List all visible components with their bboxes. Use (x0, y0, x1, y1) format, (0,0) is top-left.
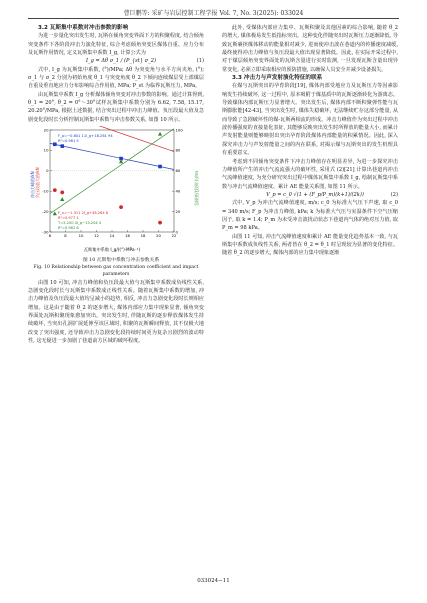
data-point-fp (158, 165, 162, 169)
y-axis-label-left: 冲击力峰值/kN (30, 171, 35, 199)
figure-caption (28, 258, 204, 278)
formula-text: V_p = c_0 √(1 + (F_p/P_m)(k+1)/(2k)) (266, 191, 364, 198)
y-tick-label-left: 20 (43, 127, 49, 133)
header-rule (28, 18, 399, 19)
figure-10 (28, 126, 204, 258)
data-point-fn (60, 191, 64, 195)
paragraph: 在煤与瓦斯突出的孕育阶段[19], 煤体内部受地应力及瓦斯压力等因素影响发生持续破坏, 这一过程中, 原本吸附于煤基质中的瓦斯逐渐转化为游离态。导致煤体内部瓦斯压力显著增大。突出发生后, 煤体内部不断积聚弹性能与瓦斯膨胀能[42-43], 当突出发生时, 煤体失稳破坏, 无法继续贮存这部分能量, 从而导致了急剧破坏性的煤-瓦斯两相流的形成。冲击力峰值作为突出过程中冲击波传播强度的直接量化表征, 其能够反映突出发生时所释放的能量大小, 而累计声发射能量则能够映射出突出孕育阶段煤体内部能量的积累情况。因此, 深入探究冲击力与声发射能量之间的内在联系, 对揭示煤与瓦斯突出的发生机理具有重要意义。 (222, 83, 398, 157)
x-tick-label: 16 (125, 233, 130, 239)
y-axis-label-right: 急剧变化段时长/ms (194, 170, 199, 207)
paragraph: 由图 10 可知, 冲击力峰值和负压段最大值与瓦斯集中系数成负线性关系, 急剧变化段时长与瓦斯集中系数成正线性关系。随着瓦斯集中系数的增加, 冲击力峰值及负压段最大值均呈减小的趋势, 相反, 冲击力急剧变化段时长则相应增加。这是由于随着 θ_2 的逐步增大, 煤体内部应力集中现象显著, 倾角突变界面处瓦斯积聚现象愈加突出。突出发生时, 伴随瓦斯的逐步释放煤体发生持续破坏, 当突出孔洞扩展延伸至该区域时, 积聚的瓦斯瞬间释放, 其不仅极大地改变了突出强度, 还导致冲击力急剧变化段持续时间更为复杂且剧烈的波动特性, 这无疑进一步加剧了巷道前方区域的破坏程度。 (28, 279, 204, 344)
y-tick-label-right: 40 (175, 188, 181, 194)
data-point-fn (119, 205, 123, 209)
y-tick-label-left: -30 (42, 229, 49, 235)
y-tick-label-right: 0 (175, 229, 178, 235)
y-tick-label-right: 80 (175, 147, 181, 153)
paragraph: 由图 11 可知, 冲击气流峰值速度和累计 AE 能量变化趋势基本一致, 与瓦斯集中系数成负线性关系, 两者皆在 θ_2 = θ_1 时呈现较为显著的变化特征。随着 θ_2 的逐步增大, 煤体内部的应力集中现象逐渐 (222, 233, 398, 257)
paragraph: 式中, I_g 为瓦斯集中系数, (°)/MPa; Δθ 为突变角与水平方向夹角, (°); σ_1 与 σ_2 分别为初始角度 θ_1 与突变角度 θ_2 下倾向连续煤层受上部煤层自重及垂直地应力分布影响综合作用值, MPa; P_st 为临界瓦斯压力, MPa。 (28, 66, 204, 90)
x-tick-label: 14 (109, 233, 115, 239)
equation-number: (2) (390, 191, 398, 198)
legend-fp: F_p=−0.801 11I_g+18.261 94 (58, 134, 113, 139)
data-point-fn (158, 221, 162, 225)
paragraph: 式中, V_p 为冲击气流峰值速度, m/s; c_0 为标准大气压下声速, 取 c_0 = 340 m/s; F_p 为冲击力峰值, kPa; k 为标准大气压与室温条件下空气压缩因子, 取 k = 1.4; P_m 为未受冲击波扰动状态下巷道内气体的绝对压力值, 取 P_m = 98 kPa。 (222, 200, 398, 232)
running-header: 曹巨鹏等: 采矿与岩层控制工程学报 Vol. 7, No. 3(2025): 033024 (123, 10, 304, 17)
paragraph: 由瓦斯集中系数 I_g 分析煤体倾角突变对冲击参数的影响。通过计算得到, θ_1 = 20°, θ_2 = 0°～30°试样瓦斯集中系数分别为 6.62, 7.58, 15.17, 20.20°/MPa, 根据上述数据, 结合突出过程中冲击力峰值、负压段最大值及急剧变化段时长分析控制瓦斯集中系数与冲击参数关系, 如图 10 所示。 (28, 91, 204, 123)
legend-fn-r2: R²=0.977 1 (58, 216, 79, 221)
page-number: 033024−11 (197, 578, 230, 584)
y-tick-label-right: 100 (175, 127, 183, 133)
y-tick-label-right: 60 (175, 168, 181, 174)
section-title-3-3: 3.3 冲击力与声发射演化特征的联系 (232, 75, 323, 82)
equation-number: (1) (196, 58, 204, 65)
x-axis-label: 瓦斯集中系数 I_g/((°)·MPa⁻¹) (83, 247, 141, 253)
y-axis-label-left-2: 负压段最大值/kN (35, 167, 40, 199)
x-tick-label: 12 (94, 233, 99, 239)
x-tick-label: 18 (140, 233, 146, 239)
paragraph: 为进一步量化突出发生时, 瓦斯在倾角突变界面下方的积聚程度, 结合倾角突变条件下各阶段冲击力演化特征, 综合考虑倾角突变区煤体自重、应力分布及瓦斯作用情况, 定义瓦斯集中系数 I_g, 计算公式为 (28, 33, 204, 57)
formula-text: I_g = Δθ σ_1 / (P_{st} σ_2) (86, 58, 156, 65)
data-point-fn (53, 188, 57, 192)
legend-fn: F_n=−1.311 2I_g+38.264 8 (58, 211, 109, 216)
y-tick-label-left: -10 (42, 188, 49, 194)
x-tick-label: 22 (171, 233, 177, 239)
left-column (28, 24, 204, 345)
right-column (222, 24, 398, 258)
legend-t: T=5.200 4I_g−13.204 3 (58, 221, 102, 226)
legend-fp-r2: R²=0.981 5 (58, 139, 79, 144)
legend-t-r2: R²=0.962 6 (58, 226, 79, 231)
y-tick-label-left: -20 (42, 209, 49, 215)
x-tick-label: 6 (48, 233, 52, 239)
section-title-3-2: 3.2 瓦斯集中系数对冲击参数的影响 (38, 25, 129, 31)
y-tick-label-right: 20 (175, 209, 181, 215)
paragraph: 此外, 受煤体内部应力集中、瓦斯积聚及其他因素的综合影响, 随着 θ_2 的增大, 煤体极易发生低指标突出。这种变化伴随突出时瓦斯压力逐渐降低, 导致瓦斯裹挟煤体移动的能量相对减少, 进而使冲击波在巷道内的传播速度减缓, 最终使得冲击力峰值与负压段最大值出现显著降低。因此, 在实际开采过程中, 对于煤层倾角突变界面处的瓦斯含量进行实时监测, 一旦发现瓦斯含量出现异常变化, 必须立即采取相应的预防措施, 以确保人员安全并减少设备损失。 (222, 25, 398, 73)
figure-caption-cn: 图 10 瓦斯集中系数与冲击参数关系 (82, 258, 160, 264)
data-point-fp (53, 143, 57, 147)
figure-caption-en: Fig. 10 Relationship between gas concentration coefficient and impact parameters (33, 264, 199, 277)
data-point-fp (60, 144, 64, 148)
x-tick-label: 20 (156, 233, 161, 239)
formula-2 (222, 191, 398, 199)
figure-10-chart (28, 126, 204, 258)
paragraph: 考虑到不同倾角突变条件下冲击力峰值存在明显差异, 为进一步探究冲击力峰值所产生的冲击气流流强大的破坏性, 采用式 (2)[21] 计算出巷道内冲击气流峰值速度, 为充分研究突出过程中煤体瓦斯集中系数 I_g, 绘制瓦斯集中系数与冲击气流峰值速度、累计 AE 能量关系图, 如图 11 所示。 (222, 158, 398, 190)
y-tick-label-left: 10 (43, 147, 49, 153)
y-tick-label-left: 0 (46, 168, 49, 174)
formula-1 (28, 57, 204, 65)
x-tick-label: 8 (64, 233, 67, 239)
x-tick-label: 10 (78, 233, 84, 239)
